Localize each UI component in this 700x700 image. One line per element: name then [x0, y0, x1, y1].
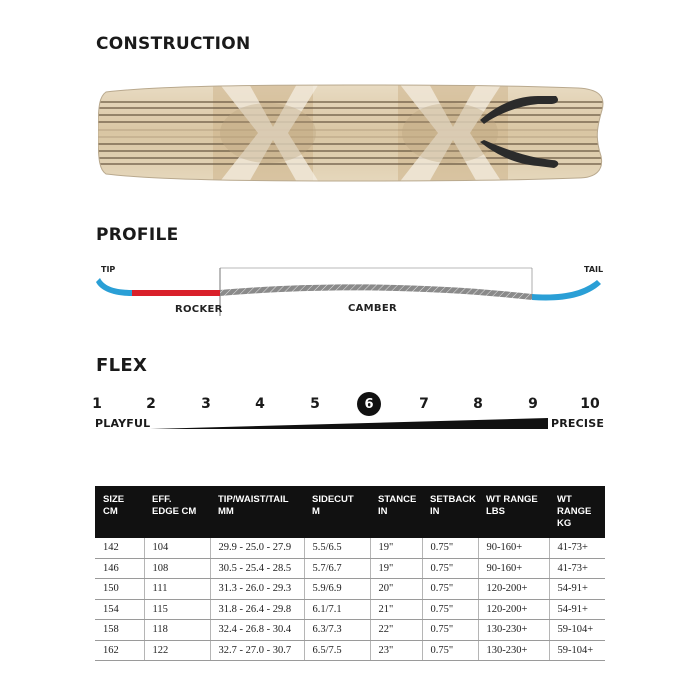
- cell-setback: 0.75": [422, 599, 478, 620]
- profile-diagram: [92, 258, 608, 328]
- cell-wt-kg: 59-104+: [549, 620, 605, 641]
- cell-eff-edge: 104: [144, 538, 210, 558]
- flex-precise-label: PRECISE: [551, 417, 605, 430]
- rocker-label: ROCKER: [175, 304, 223, 315]
- cell-stance: 21": [370, 599, 422, 620]
- camber-label: CAMBER: [348, 303, 397, 314]
- header-tip-waist-tail: TIP/WAIST/TAIL MM: [210, 486, 304, 538]
- header-setback: SETBACK IN: [422, 486, 478, 538]
- table-row: [95, 640, 605, 661]
- cell-wt-kg: 41-73+: [549, 558, 605, 579]
- flex-value-1: 1: [92, 396, 102, 412]
- cell-setback: 0.75": [422, 579, 478, 600]
- cell-eff-edge: 115: [144, 599, 210, 620]
- cell-eff-edge: 108: [144, 558, 210, 579]
- cell-wt-lbs: 130-230+: [478, 620, 549, 641]
- table-row: [95, 620, 605, 641]
- construction-heading: CONSTRUCTION: [96, 34, 251, 54]
- cell-tip-waist-tail: 29.9 - 25.0 - 27.9: [210, 538, 304, 558]
- cell-sidecut: 5.5/6.5: [304, 538, 370, 558]
- snowboard-illustration: [98, 82, 606, 184]
- board-construction-image: [98, 82, 606, 184]
- table-row: [95, 538, 605, 558]
- cell-tip-waist-tail: 32.4 - 26.8 - 30.4: [210, 620, 304, 641]
- flex-wedge-bar: [150, 418, 548, 430]
- cell-stance: 23": [370, 640, 422, 661]
- header-stance: STANCE IN: [370, 486, 422, 538]
- cell-sidecut: 6.1/7.1: [304, 599, 370, 620]
- flex-value-8: 8: [473, 396, 483, 412]
- cell-sidecut: 6.3/7.3: [304, 620, 370, 641]
- cell-sidecut: 5.7/6.7: [304, 558, 370, 579]
- camber-segment: [220, 284, 532, 300]
- table-row: [95, 558, 605, 579]
- cell-wt-lbs: 130-230+: [478, 640, 549, 661]
- header-eff-edge: EFF. EDGE CM: [144, 486, 210, 538]
- cell-wt-lbs: 120-200+: [478, 599, 549, 620]
- cell-sidecut: 6.5/7.5: [304, 640, 370, 661]
- flex-value-10: 10: [580, 396, 600, 412]
- cell-wt-kg: 59-104+: [549, 640, 605, 661]
- cell-wt-lbs: 90-160+: [478, 538, 549, 558]
- specs-table: [95, 486, 605, 661]
- table-row: [95, 579, 605, 600]
- cell-wt-lbs: 90-160+: [478, 558, 549, 579]
- flex-value-9: 9: [528, 396, 538, 412]
- cell-wt-kg: 41-73+: [549, 538, 605, 558]
- flex-value-2: 2: [146, 396, 156, 412]
- flex-value-7: 7: [419, 396, 429, 412]
- flex-value-5: 5: [310, 396, 320, 412]
- tail-label: TAIL: [584, 265, 604, 274]
- cell-size: 146: [95, 558, 144, 579]
- cell-eff-edge: 118: [144, 620, 210, 641]
- cell-eff-edge: 111: [144, 579, 210, 600]
- flex-scale: [0, 396, 700, 416]
- table-row: [95, 599, 605, 620]
- cell-eff-edge: 122: [144, 640, 210, 661]
- cell-stance: 22": [370, 620, 422, 641]
- tip-segment: [96, 278, 132, 296]
- header-sidecut: SIDECUT M: [304, 486, 370, 538]
- cell-wt-kg: 54-91+: [549, 599, 605, 620]
- cell-size: 162: [95, 640, 144, 661]
- profile-heading: PROFILE: [96, 225, 179, 245]
- specs-header-row: [95, 486, 605, 538]
- cell-tip-waist-tail: 31.3 - 26.0 - 29.3: [210, 579, 304, 600]
- header-wt-kg: WT RANGE KG: [549, 486, 605, 538]
- header-wt-lbs: WT RANGE LBS: [478, 486, 549, 538]
- header-size: SIZE CM: [95, 486, 144, 538]
- cell-tip-waist-tail: 30.5 - 25.4 - 28.5: [210, 558, 304, 579]
- flex-playful-label: PLAYFUL: [95, 417, 151, 430]
- tail-segment: [532, 280, 601, 300]
- cell-stance: 19": [370, 538, 422, 558]
- cell-setback: 0.75": [422, 558, 478, 579]
- cell-size: 142: [95, 538, 144, 558]
- flex-value-4: 4: [255, 396, 265, 412]
- flex-rating-marker: 6: [357, 392, 381, 416]
- flex-heading: FLEX: [96, 355, 148, 376]
- cell-setback: 0.75": [422, 640, 478, 661]
- cell-size: 150: [95, 579, 144, 600]
- cell-sidecut: 5.9/6.9: [304, 579, 370, 600]
- cell-size: 154: [95, 599, 144, 620]
- camber-profile-illustration: [92, 258, 608, 328]
- cell-stance: 19": [370, 558, 422, 579]
- cell-size: 158: [95, 620, 144, 641]
- cell-tip-waist-tail: 32.7 - 27.0 - 30.7: [210, 640, 304, 661]
- tip-label: TIP: [101, 265, 116, 274]
- cell-stance: 20": [370, 579, 422, 600]
- cell-wt-kg: 54-91+: [549, 579, 605, 600]
- cell-setback: 0.75": [422, 620, 478, 641]
- cell-wt-lbs: 120-200+: [478, 579, 549, 600]
- flex-value-3: 3: [201, 396, 211, 412]
- cell-setback: 0.75": [422, 538, 478, 558]
- rocker-segment: [132, 290, 220, 296]
- cell-tip-waist-tail: 31.8 - 26.4 - 29.8: [210, 599, 304, 620]
